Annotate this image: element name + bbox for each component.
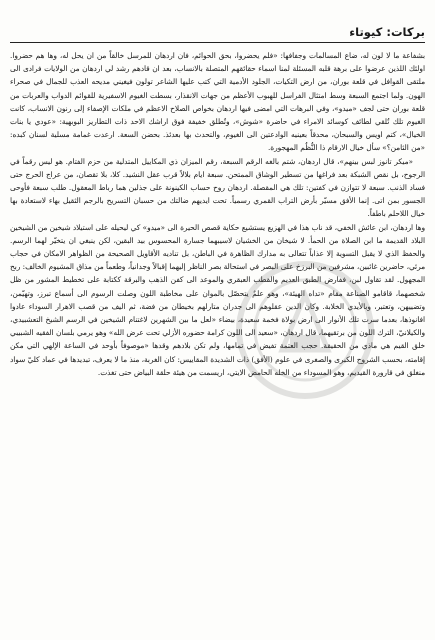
body-text xyxy=(10,49,425,379)
paragraph-1: بشفاعة ما لا لون له، ضاع المسالمات وجفافها: «فلم يحضروا، بحق الحوائم، فان اردهان للمرسل خالقاً من ان يحل له، وها هم حضروا. اولئك اللذين عرضوا على برهة قلبه المسئلة لمنا اسماء حقائقهم المتصلة بالانساب، بعد ان قادهم رشد لي اردهان من الولايات فرادى الى ملتقى القوافل في قلعة بوران، من ارض التكيات، الجلود الأدمية التي كتب عليها الشاعر تولون فيغيني مديحه العذب للجمال في صحراء الهون. ولما اجتمع السبعة وسط امتثال الفراسل للهبوب الأعظم من جهات الانقذار، بسطت الغيوم الاسفيرية للقوائم الدواب والعربات من قلعة بوران حتى لجف «ميدو»، وفي البرهات التي امضى فيها اردهان بخواص الصلاح الاعظم في ملكات الإصفاء إلى رنون الانساب، كانت الغيوم تلك تُلقي لطائف كوسائد الامراء في حاضرة «شوش»، وتُطلق خفيفة فوق اراشك الاحد ذات التطاريز البوبهية: «عودي يا بنات الخيال»، كتم اويس والسبحان، محدقاً بعينيه الوادعتين الى الغيوم، والتحدث بها بعدئذ. بحضن السعة. ارعدت غمامة مسلية لسنان كبده: «من الثامن؟» سأل خيال الارقام ذا النُّظُم المهجورة. xyxy=(10,51,425,153)
header-title: بركات: كيوتاء xyxy=(349,25,425,39)
paragraph-3: وها اردهان، ابن عائش الخفي، قد ناب هذا في الهزيع يستشيع حكاية قصص الحيرة الى «ميدو» كي ليحيله على استيلاد شيخين من الشيخين البلاد القديمة ما ابن الصلاة من الحمأ. لا شيخان من الخشيان لاسيبهما جسارة المحسوس بيد البقين، لكن ينبغي ان يتخيّر لهما الرسم. والحفظ الذي لا يقبل التسوية إلا عذاباً تتعالى به مدارك الظاهرة في الباطن، بل تناديه الأقاويل الصحيحة من الظواهر الامكان في حجاب مرئي، حاضرين غائبين، مشرفين من البرزخ على البصر في استحالة بصر الناظر إليهما إقبالاً وجدانياً، وطعماً من مذاق المشيوم الخالف: ربح المجهول. لقد تقاول لبن، ففارض الطبق العديم والقطب العبقري والموعد الى كفن الذهب والبرقة ككتابة على تخطيط المشور من ظل شخصهما، قاقامو الصناعة مقام «تداه الهيئة»، وهو علمٌ يتحصّل بالموان على مخاطبة اللون وصلت الرسوم الى أسماع تبرز، وتهيّمن، وتضييهن، وتعتبر، وبالأيدي الخلابة. وكان الدين عقلوهم الى جدران متارلهم بخيطان من فضة، ثم اليف من قصب الاهرار السوداء عادوا افانوذها، بعدما سرت تلك الأنوار الى ارض بولاة فخمة سعيدة، بيضاء «لعل ما بين الشهرين لاغتنام الشيخين في الرسم الشيخ التعشبيدي، والكيلانيّ، الترك اللون من برتقيهما، قال اردهان، «سعيد الى اللون كرامة حضوره الأزلي تحت عرض الله» وهو يرمي بلسان الفقيه الشبيبي خلق القيم هي ماذي من الحقيقة. حجب العتمة تفيض في تمامها، ولم تكن بلادهم وقدها «موصوفاً بأوحد في الساعة الإلهي التي مكن إقامته، بحسب الشروح الكبرى والصغرى في علوم (الأفق) ذات الشديدة المقاييس: كان الغربة، منذ ما لا يعرف، تبديدها في عماد كليّ سواد منغلق في قارورة القيديم، وهو المسوداء من الخله الحامض الايتي، اريسمت من هيئة حلقة البياض حتى تغذت. xyxy=(10,222,425,377)
paragraph-2: «ميكر تانوز لبس بينهم»، قال اردهان، شتم بالغه الرقم السبعة، رقم الميزان ذي المكاييل المتدلية من حزم الفتام. هو ليس رقماً في الرجوح، بل نقص الشبكة بعد فراغها من تسطير الوشاق الممتحن. سبعة ايام بلالاً قرب عقل النشيد. كلا، بلا تقصان، من عراج الحرج حتى فساد الذنب. سبعة لا تتوازن في كفتين: تلك هي المقصلة. اردهان روح حساب الكينونة على جذلين هما رباط المعقول. طلب سبعة فأوحى الجسور بمن اتى. إنما الأفق مسيّر بأرض التراب القمري رسمياً. تحت ايديهم ضالتك من حسبان التسريح بالرجم الثقيل بهاء لاستعادة بها خيال اللاحلم باطفاً. xyxy=(10,156,425,219)
running-header xyxy=(10,18,425,43)
